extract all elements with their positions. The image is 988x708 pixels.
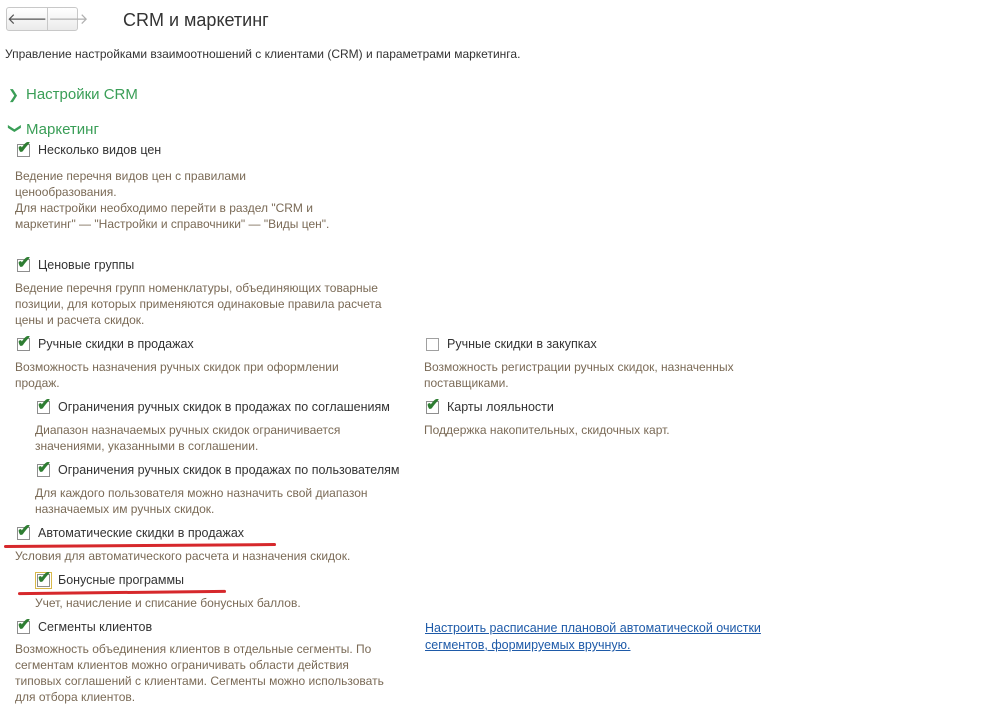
checkbox-client-segments[interactable] [17, 614, 153, 634]
checkbox-limit-by-users[interactable] [37, 457, 400, 477]
checkbox-box[interactable] [426, 394, 441, 414]
section-crm-settings[interactable] [8, 86, 138, 103]
forward-button[interactable] [47, 8, 88, 30]
checkbox-auto-discounts[interactable] [17, 520, 245, 540]
checkbox-label: Ручные скидки в закупках [447, 337, 597, 351]
section-label: Настройки CRM [26, 86, 138, 103]
segments-cleanup-schedule-link[interactable]: Настроить расписание плановой автоматической очистки сегментов, формируемых вручную. [425, 621, 761, 652]
chevron-right-icon: ❯ [8, 86, 19, 102]
checkbox-box[interactable] [37, 457, 52, 477]
checkmark-icon: ✔ [17, 331, 32, 351]
checkbox-label: Сегменты клиентов [38, 620, 153, 634]
checkmark-icon: ✔ [37, 457, 52, 477]
arrow-left-icon: 🡐 [7, 10, 48, 28]
page-subtitle: Управление настройками взаимоотношений с клиентами (CRM) и параметрами маркетинга. [5, 47, 521, 61]
navigation-buttons [6, 7, 89, 31]
description-client-segments: Возможность объединения клиентов в отдельные сегменты. По сегментам клиентов можно ограничивать области действия типовых соглашений с клиентами. Сегменты можно использовать для отбора клиентов. [15, 642, 384, 704]
checkbox-box[interactable] [426, 338, 439, 351]
checkbox-label: Несколько видов цен [38, 143, 162, 157]
description-price-groups: Ведение перечня групп номенклатуры, объединяющих товарные позиции, для которых применяются одинаковые правила расчета цены и расчета скидок. [15, 281, 382, 327]
page-title: CRM и маркетинг [123, 10, 269, 30]
description-bonus-programs: Учет, начисление и списание бонусных баллов. [35, 596, 301, 610]
checkbox-label: Ценовые группы [38, 258, 135, 272]
description-manual-discounts-sales: Возможность назначения ручных скидок при оформлении продаж. [15, 360, 339, 390]
checkbox-box[interactable] [37, 394, 52, 414]
checkbox-box[interactable] [37, 567, 52, 587]
description-limit-by-agreements: Диапазон назначаемых ручных скидок ограничивается значениями, указанными в соглашении. [35, 423, 341, 453]
checkmark-icon: ✔ [17, 520, 32, 540]
section-label: Маркетинг [26, 121, 99, 138]
checkbox-box[interactable] [17, 520, 32, 540]
back-button[interactable] [7, 8, 47, 30]
checkbox-label: Ручные скидки в продажах [38, 337, 194, 351]
checkbox-price-groups[interactable] [17, 252, 135, 272]
checkbox-box[interactable] [17, 614, 32, 634]
checkbox-box[interactable] [17, 137, 32, 157]
checkmark-icon: ✔ [17, 252, 32, 272]
description-limit-by-users: Для каждого пользователя можно назначить свой диапазон назначаемых им ручных скидок. [35, 486, 368, 516]
chevron-down-icon: ❯ [8, 122, 23, 134]
checkbox-label: Бонусные программы [58, 573, 185, 587]
checkbox-label: Карты лояльности [447, 400, 554, 414]
checkmark-icon: ✔ [37, 567, 52, 587]
description-auto-discounts: Условия для автоматического расчета и назначения скидок. [15, 549, 351, 563]
checkmark-icon: ✔ [17, 137, 32, 157]
checkbox-label: Автоматические скидки в продажах [38, 526, 245, 540]
checkbox-limit-by-agreements[interactable] [37, 394, 390, 414]
section-marketing[interactable] [8, 121, 99, 138]
checkbox-multiple-prices[interactable] [17, 137, 162, 157]
checkmark-icon: ✔ [426, 394, 441, 414]
description-loyalty-cards: Поддержка накопительных, скидочных карт. [424, 423, 670, 437]
checkbox-manual-discounts-sales[interactable] [17, 331, 194, 351]
checkmark-icon: ✔ [17, 614, 32, 634]
checkbox-box[interactable] [17, 331, 32, 351]
checkbox-manual-discounts-purchases[interactable] [426, 337, 597, 351]
description-manual-discounts-purchases: Возможность регистрации ручных скидок, назначенных поставщиками. [424, 360, 734, 390]
arrow-right-icon: 🡒 [48, 10, 89, 28]
checkbox-box[interactable] [17, 252, 32, 272]
checkbox-label: Ограничения ручных скидок в продажах по пользователям [58, 463, 400, 477]
checkbox-loyalty-cards[interactable] [426, 394, 554, 414]
checkbox-label: Ограничения ручных скидок в продажах по соглашениям [58, 400, 390, 414]
description-multiple-prices: Ведение перечня видов цен с правилами ценообразования. Для настройки необходимо перейти в раздел "CRM и маркетинг" — "Настройки и справочники" — "Виды цен". [15, 169, 330, 231]
checkmark-icon: ✔ [37, 394, 52, 414]
checkbox-bonus-programs[interactable] [37, 567, 185, 587]
